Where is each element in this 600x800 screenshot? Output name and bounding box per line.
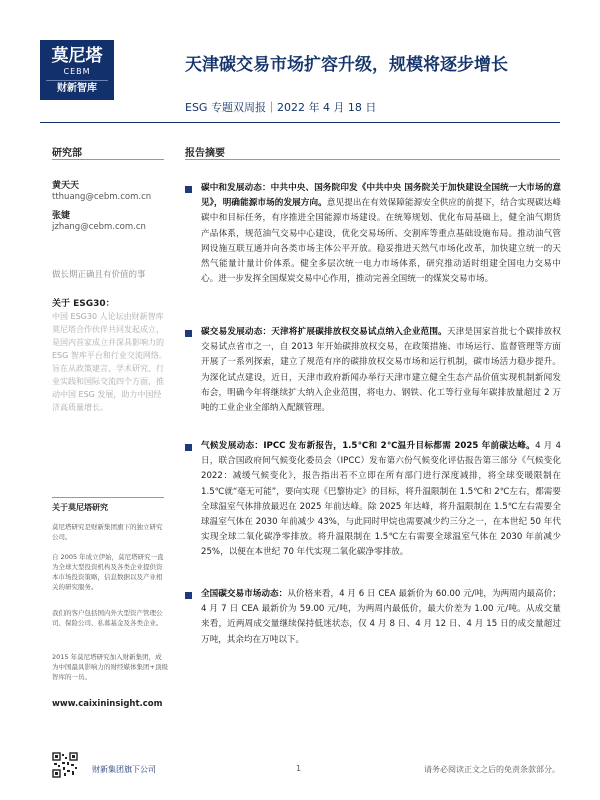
summary-item [201, 325, 561, 416]
intro-paragraph: 自 2005 年成立伊始，莫尼塔研究一直为全球大型投资机构及各类企业提供资本市场投资策略，信息数据以及产业相关的研究服务。 [52, 553, 164, 591]
summary-heading: 碳中和发展动态：中共中央、国务院印发《中共中央 国务院关于加快建设全国统一大市场的意见》，明确能源市场的发展方向。 [201, 183, 561, 209]
bullet-icon [185, 186, 192, 193]
intro-paragraph: 我们的客户包括国内外大型资产管理公司、保险公司、私募基金及各类企业。 [52, 609, 163, 627]
summary-body: 从价格来看，4 月 6 日 CEA 最新价为 60.00 元/吨，为两周内最高价；4 月 7 日 CEA 最新价为 59.00 元/吨，为两周内最低价，最大价差为 1.00 元/吨。从成交量来看，近两周成交量继续保持低迷状态，仅 4 月 8 日、4 月 12 日、4 月 15 日的成交量超过万吨，其余均在万吨以下。 [201, 589, 561, 645]
brand-logo [40, 40, 114, 100]
summary-body: 意见提出在有效保障能源安全供应的前提下，结合实现碳达峰碳中和目标任务，有序推进全国能源市场建设。在统筹规划、优化布局基础上，健全油气期货产品体系，规范油气交易中心建设，优化交易场所、交割库等重点基础设施布局。推动油气管网设施互联互通并向各类市场主体公平开放。稳妥推进天然气市场化改革，加快建立统一的天然气能量计量计价体系。健全多层次统一电力市场体系，研究推动适时组建全国电力交易中心。进一步发挥全国煤炭交易中心作用，推动完善全国统一的煤炭交易市场。 [201, 198, 561, 285]
page-number: 1 [296, 764, 302, 773]
summary-item [201, 181, 561, 287]
intro-title: 关于莫尼塔研究 [52, 503, 108, 512]
website-link[interactable]: www.caixininsight.com [52, 699, 163, 709]
brand-name-en: CEBM [63, 67, 91, 76]
main-section-title: 报告摘要 [185, 148, 225, 159]
about-esg30-title: 关于 ESG30： [52, 299, 115, 309]
bullet-icon [185, 444, 192, 451]
sidebar-section-title: 研究部 [52, 148, 82, 159]
about-esg30-text: 中国 ESG30 人论坛由财新智库莫尼塔合作伙伴共同发起成立，是国内首家成立并深具影响力的 ESG 智库平台和行业交流网络。旨在从政策建言、学术研究、行业实践和国际交流四个方面，推动中国 ESG 发展，助力中国经济高质量增长。 [52, 312, 167, 412]
summary-heading: 全国碳交易市场动态： [201, 589, 288, 599]
summary-body: 4 月 4 日，联合国政府间气候变化委员会（IPCC）发布第六份气候变化评估报告第三部分《气候变化 2022：减缓气候变化》，报告指出若不立即在所有部门进行深度减排，将全球变暖限制在 1.5℃就“毫无可能”，要向实现《巴黎协定》的目标，将升温限制在 1.5℃和 2℃左右，都需要全球温室气体排放最迟在 2025 年前达峰。除 2025 年达峰，将升温限制在 1.5℃左右需要全球温室气体在 2030 年前减少 43%，与此同时甲烷也需要减少约三分之一，在本世纪 50 年代实现全球二氧化碳净零排放。将升温限制在 1.5℃左右需要全球温室气体在 2030 年前减少 25%，以便在本世纪 70 年代实现二氧化碳净零排放。 [201, 441, 561, 558]
brand-name-cn: 莫尼塔 [51, 46, 103, 66]
brand-sub: 财新智库 [46, 80, 108, 97]
page-title: 天津碳交易市场扩容升级，规模将逐步增长 [185, 55, 508, 75]
author-name: 张婕 [52, 211, 71, 221]
motto: 做长期正确且有价值的事 [52, 270, 146, 280]
summary-heading: 气候发展动态：IPCC 发布新报告，1.5℃和 2℃温升目标都需 2025 年前碳达峰。 [201, 441, 536, 451]
intro-paragraph: 2015 年莫尼塔研究加入财新集团，成为中国最具影响力的财经媒体集团+顶级智库的一员。 [52, 653, 168, 681]
sidebar-divider [52, 159, 164, 160]
bullet-icon [185, 330, 192, 337]
summary-heading: 碳交易发展动态：天津将扩展碳排放权交易试点纳入企业范围。 [201, 327, 447, 337]
page-subtitle: ESG 专题双周报｜2022 年 4 月 18 日 [185, 101, 377, 114]
header-divider [40, 122, 560, 123]
author-email[interactable]: jzhang@cebm.com.cn [52, 222, 146, 232]
footer-disclaimer: 请务必阅读正文之后的免责条款部分。 [424, 765, 560, 774]
intro-divider [52, 497, 164, 498]
qr-code-icon [52, 752, 78, 778]
author-email[interactable]: tthuang@cebm.com.cn [52, 192, 152, 202]
author-name: 黄天天 [52, 181, 80, 191]
intro-paragraph: 莫尼塔研究是财新集团旗下的独立研究公司。 [52, 523, 163, 541]
bullet-icon [185, 592, 192, 599]
footer-owner: 财新集团旗下公司 [92, 765, 156, 774]
main-divider [185, 159, 560, 160]
summary-item [201, 587, 561, 648]
summary-body: 天津是国家首批七个碳排放权交易试点省市之一，自 2013 年开始碳排放权交易，在政策措施、市场运行、监督管理等方面开展了一系列探索，建立了规范有序的碳排放权交易市场和运行机制，碳市场活力稳步提升。为深化试点建设，近日，天津市政府新闻办举行天津市建立健全生态产品价值实现机制新闻发布会，明确今年将继续扩大纳入企业范围，将电力、钢铁、化工等行业每年碳排放量超过 2 万吨的工业企业全部纳入配额管理。 [201, 327, 561, 414]
summary-item [201, 439, 561, 561]
